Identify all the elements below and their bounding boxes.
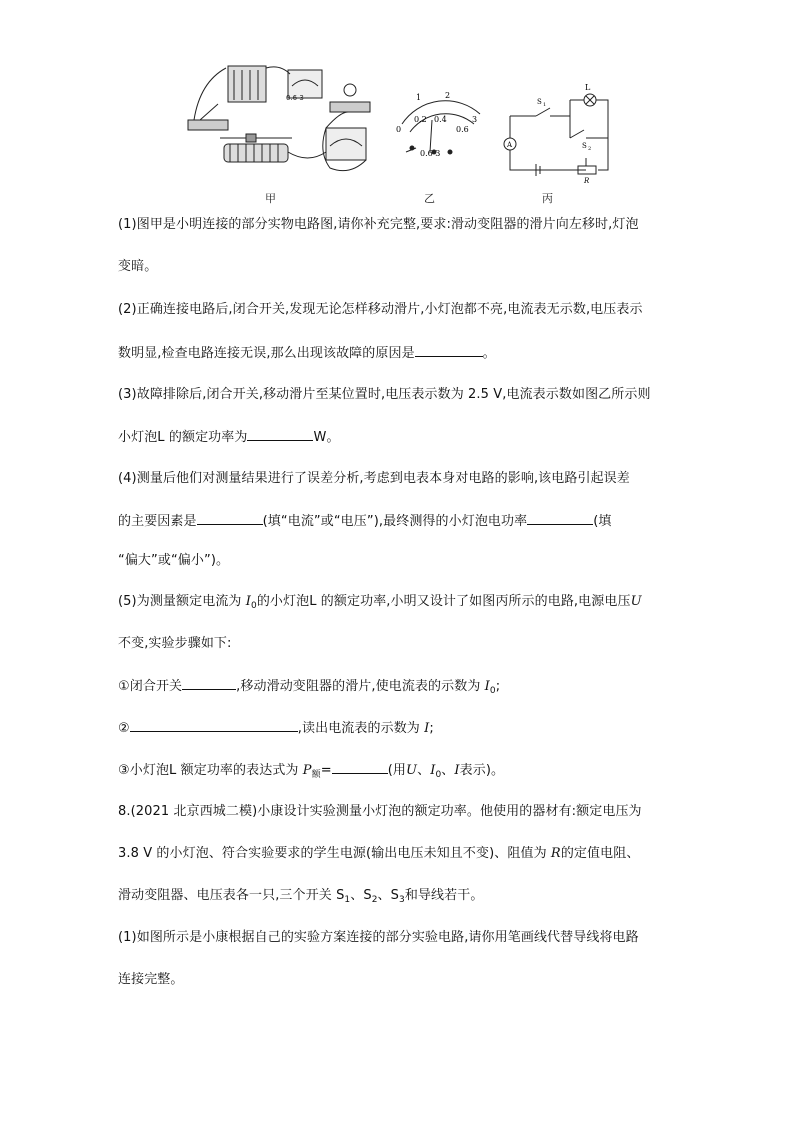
scale-0-2: 0.2	[414, 115, 427, 124]
q8-part1-line2: 连接完整。	[118, 972, 184, 987]
answer-blank-step3[interactable]	[332, 760, 388, 774]
q4-line3: “偏大”或“偏小”)。	[118, 553, 230, 568]
q8-line3: 滑动变阻器、电压表各一只,三个开关 $S_1$、$S_2$、$S_3$和导线若干。	[118, 888, 484, 905]
q2-line2: 数明显,检查电路连接无误,那么出现该故障的原因是 。	[118, 343, 496, 363]
q8-line2: 3.8 V 的小灯泡、符合实验要求的学生电源(输出电压未知且不变)、阻值为 R的定值电阻、	[118, 846, 640, 861]
q8-line1: 8.(2021 北京西城二模)小康设计实验测量小灯泡的额定功率。他使用的器材有:额定电压为	[118, 804, 642, 819]
answer-blank-q4a[interactable]	[197, 511, 263, 525]
figure-bing	[504, 94, 608, 176]
answer-blank-step2[interactable]	[130, 718, 298, 732]
circuit-figure	[180, 52, 620, 207]
label-s1-sub: 1	[543, 102, 547, 108]
q4-line2: 的主要因素是 (填“电流”或“电压”),最终测得的小灯泡电功率 (填	[118, 511, 612, 531]
lamp-icon	[344, 84, 356, 96]
answer-blank-q2[interactable]	[415, 343, 483, 357]
caption-jia: 甲	[265, 192, 276, 205]
q5-line2: 不变,实验步骤如下:	[118, 636, 232, 651]
q3-line1: (3)故障排除后,闭合开关,移动滑片至某位置时,电压表示数为 2.5 V,电流表示数如图乙所示则	[118, 387, 651, 402]
q1-line1: (1)图甲是小明连接的部分实物电路图,请你补充完整,要求:滑动变阻器的滑片向左移时,灯泡	[118, 217, 639, 232]
q3-line2: 小灯泡L 的额定功率为 W。	[118, 427, 340, 447]
q5-step1: ①闭合开关 ,移动滑动变阻器的滑片,使电流表的示数为 $I_0$;	[118, 676, 500, 700]
q2-line1: (2)正确连接电路后,闭合开关,发现无论怎样移动滑片,小灯泡都不亮,电流表无示数,电压表示	[118, 302, 643, 317]
scale-0-4: 0.4	[434, 115, 447, 124]
q8-part1-line1: (1)如图所示是小康根据自己的实验方案连接的部分实验电路,请你用笔画线代替导线将电路	[118, 930, 639, 945]
answer-blank-q4b[interactable]	[527, 511, 593, 525]
label-L: L	[585, 83, 591, 92]
scale-0-6: 0.6	[456, 125, 469, 134]
terminal-labels: 0.6 3	[420, 149, 441, 158]
label-s1: S	[537, 98, 542, 106]
scale-0: 0	[396, 125, 402, 134]
ammeter-scale-label: 0.6 3	[286, 94, 304, 102]
label-s2-sub: 2	[588, 146, 592, 152]
q1-line2: 变暗。	[118, 259, 158, 274]
label-s2: S	[582, 142, 587, 150]
q4-line1: (4)测量后他们对测量结果进行了误差分析,考虑到电表本身对电路的影响,该电路引起误差	[118, 471, 630, 486]
scale-1: 1	[416, 93, 422, 102]
answer-blank-q3[interactable]	[247, 427, 313, 441]
circuit-figure-drawing	[180, 52, 620, 207]
q5-step2: ② ,读出电流表的示数为 I;	[118, 718, 434, 738]
label-R: R	[584, 177, 590, 185]
scale-3: 3	[472, 115, 478, 124]
q5-step3: ③小灯泡L 额定功率的表达式为 $P_额=$ (用U、$I_0$、I表示)。	[118, 760, 504, 784]
caption-yi: 乙	[424, 192, 435, 205]
label-A: A	[507, 141, 513, 149]
caption-bing: 丙	[542, 192, 553, 205]
meter-needle	[430, 120, 432, 152]
q5-line1: (5)为测量额定电流为 $I_0$的小灯泡L 的额定功率,小明又设计了如图丙所示的电路,电源电压U	[118, 594, 642, 611]
scale-2: 2	[445, 91, 451, 100]
figure-jia	[188, 66, 370, 171]
answer-blank-step1[interactable]	[182, 676, 236, 690]
switch-icon	[188, 120, 228, 130]
